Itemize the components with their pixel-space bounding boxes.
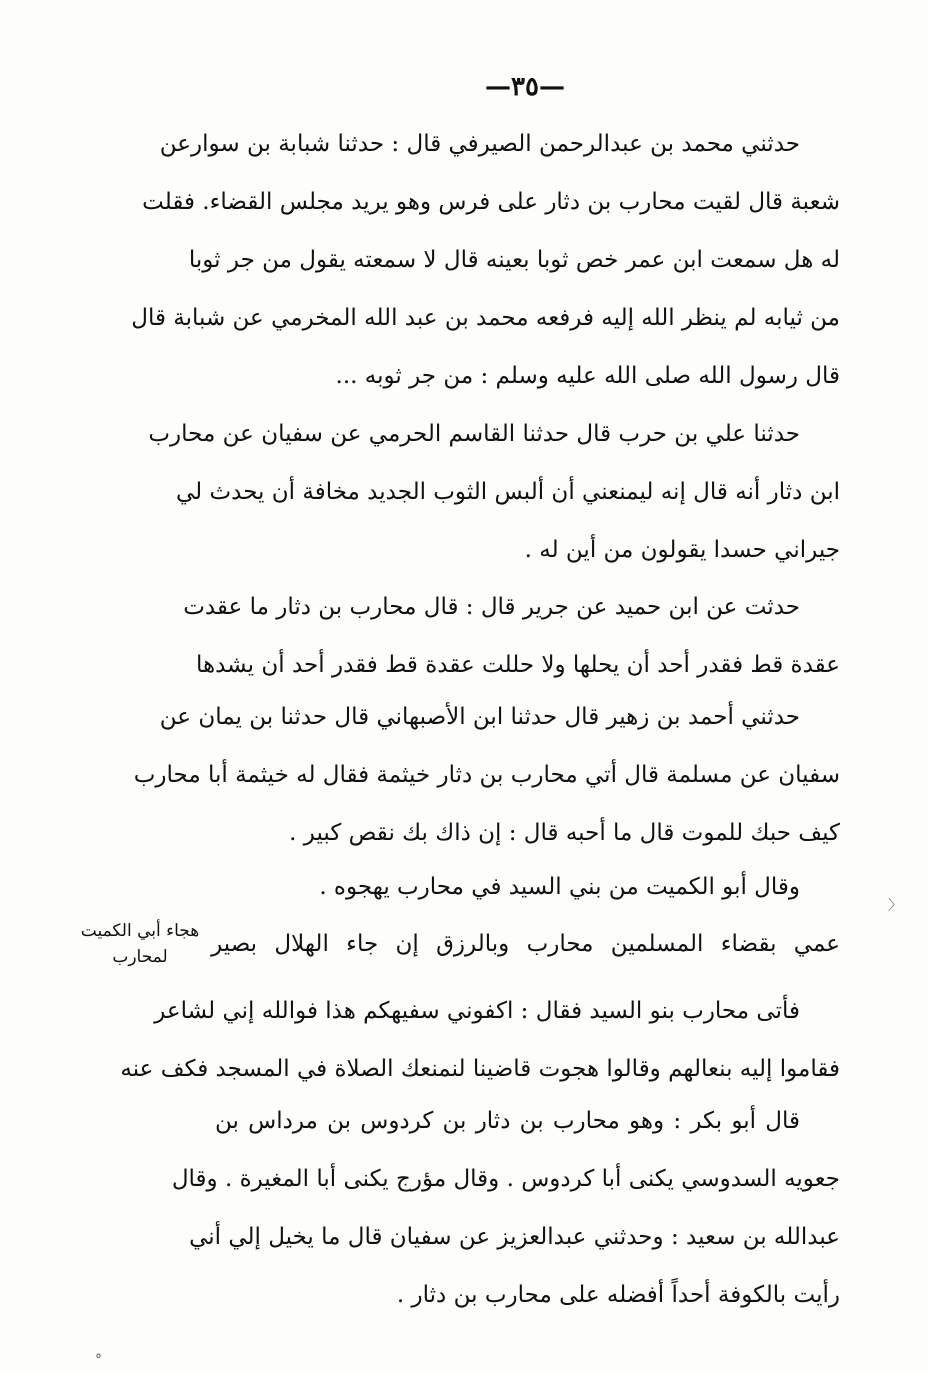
text-line: حدثني أحمد بن زهير قال حدثنا ابن الأصبهاني قال حدثنا بن يمان عن <box>159 704 800 730</box>
text-line: له هل سمعت ابن عمر خص ثوبا بعينه قال لا سمعته يقول من جر ثوبا <box>188 247 840 273</box>
text-line: قال رسول الله صلى الله عليه وسلم : من جر ثوبه ... <box>335 363 840 389</box>
page-number: —٣٥— <box>485 72 565 102</box>
paragraph-6 <box>120 982 840 1098</box>
text-line: رأيت بالكوفة أحداً أفضله على محارب بن دثار . <box>396 1282 840 1308</box>
text-line: سفيان عن مسلمة قال أتي محارب بن دثار خيثمة فقال له خيثمة أبا محارب <box>133 762 840 788</box>
text-line: من ثيابه لم ينظر الله إليه فرفعه محمد بن عبد الله المخرمي عن شبابة قال <box>131 305 840 331</box>
text-line: حدثنا علي بن حرب قال حدثنا القاسم الحرمي عن سفيان عن محارب <box>148 421 800 447</box>
text-line: جعويه السدوسي يكنى أبا كردوس . وقال مؤرج يكنى أبا المغيرة . وقال <box>171 1166 840 1192</box>
scan-mark: ° <box>95 1352 102 1368</box>
paragraph-2 <box>148 405 840 579</box>
paragraph-1 <box>131 115 840 405</box>
paragraph-3 <box>183 578 840 694</box>
text-line: فأتى محارب بنو السيد فقال : اكفوني سفيهكم هذا فوالله إني لشاعر <box>154 998 800 1024</box>
margin-note-line: هجاء أبي الكميت <box>80 921 200 941</box>
text-line: وقال أبو الكميت من بني السيد في محارب يهجوه . <box>319 874 800 900</box>
text-line: حدثت عن ابن حميد عن جرير قال : قال محارب بن دثار ما عقدت <box>183 594 800 620</box>
verse <box>211 915 840 973</box>
paragraph-4 <box>133 688 840 862</box>
text-line: قال أبو بكر : وهو محارب بن دثار بن كردوس بن مرداس بن <box>215 1108 800 1134</box>
margin-note-line: لمحارب <box>112 947 168 967</box>
paragraph-7 <box>171 1092 840 1324</box>
text-line: حدثني محمد بن عبدالرحمن الصيرفي قال : حدثنا شبابة بن سوارعن <box>159 131 800 157</box>
text-line: شعبة قال لقيت محارب بن دثار على فرس وهو يريد مجلس القضاء. فقلت <box>142 189 840 215</box>
text-line: كيف حبك للموت قال ما أحبه قال : إن ذاك بك نقص كبير . <box>289 820 840 846</box>
paragraph-5 <box>215 858 840 916</box>
verse-line: عمي بقضاء المسلمين محارب وبالرزق إن جاء الهلال بصير <box>211 931 840 957</box>
margin-note <box>80 918 200 970</box>
scan-mark: 〉 <box>888 898 902 914</box>
text-line: ابن دثار أنه قال إنه ليمنعني أن ألبس الثوب الجديد مخافة أن يحدث لي <box>176 479 840 505</box>
text-line: جيراني حسدا يقولون من أين له . <box>524 537 840 563</box>
text-line: عقدة قط فقدر أحد أن يحلها ولا حللت عقدة قط فقدر أحد أن يشدها <box>195 652 840 678</box>
text-line: فقاموا إليه بنعالهم وقالوا هجوت قاضينا لنمنعك الصلاة في المسجد فكف عنه <box>120 1056 840 1082</box>
text-line: عبدالله بن سعيد : وحدثني عبدالعزيز عن سفيان قال ما يخيل إلي أني <box>189 1224 840 1250</box>
